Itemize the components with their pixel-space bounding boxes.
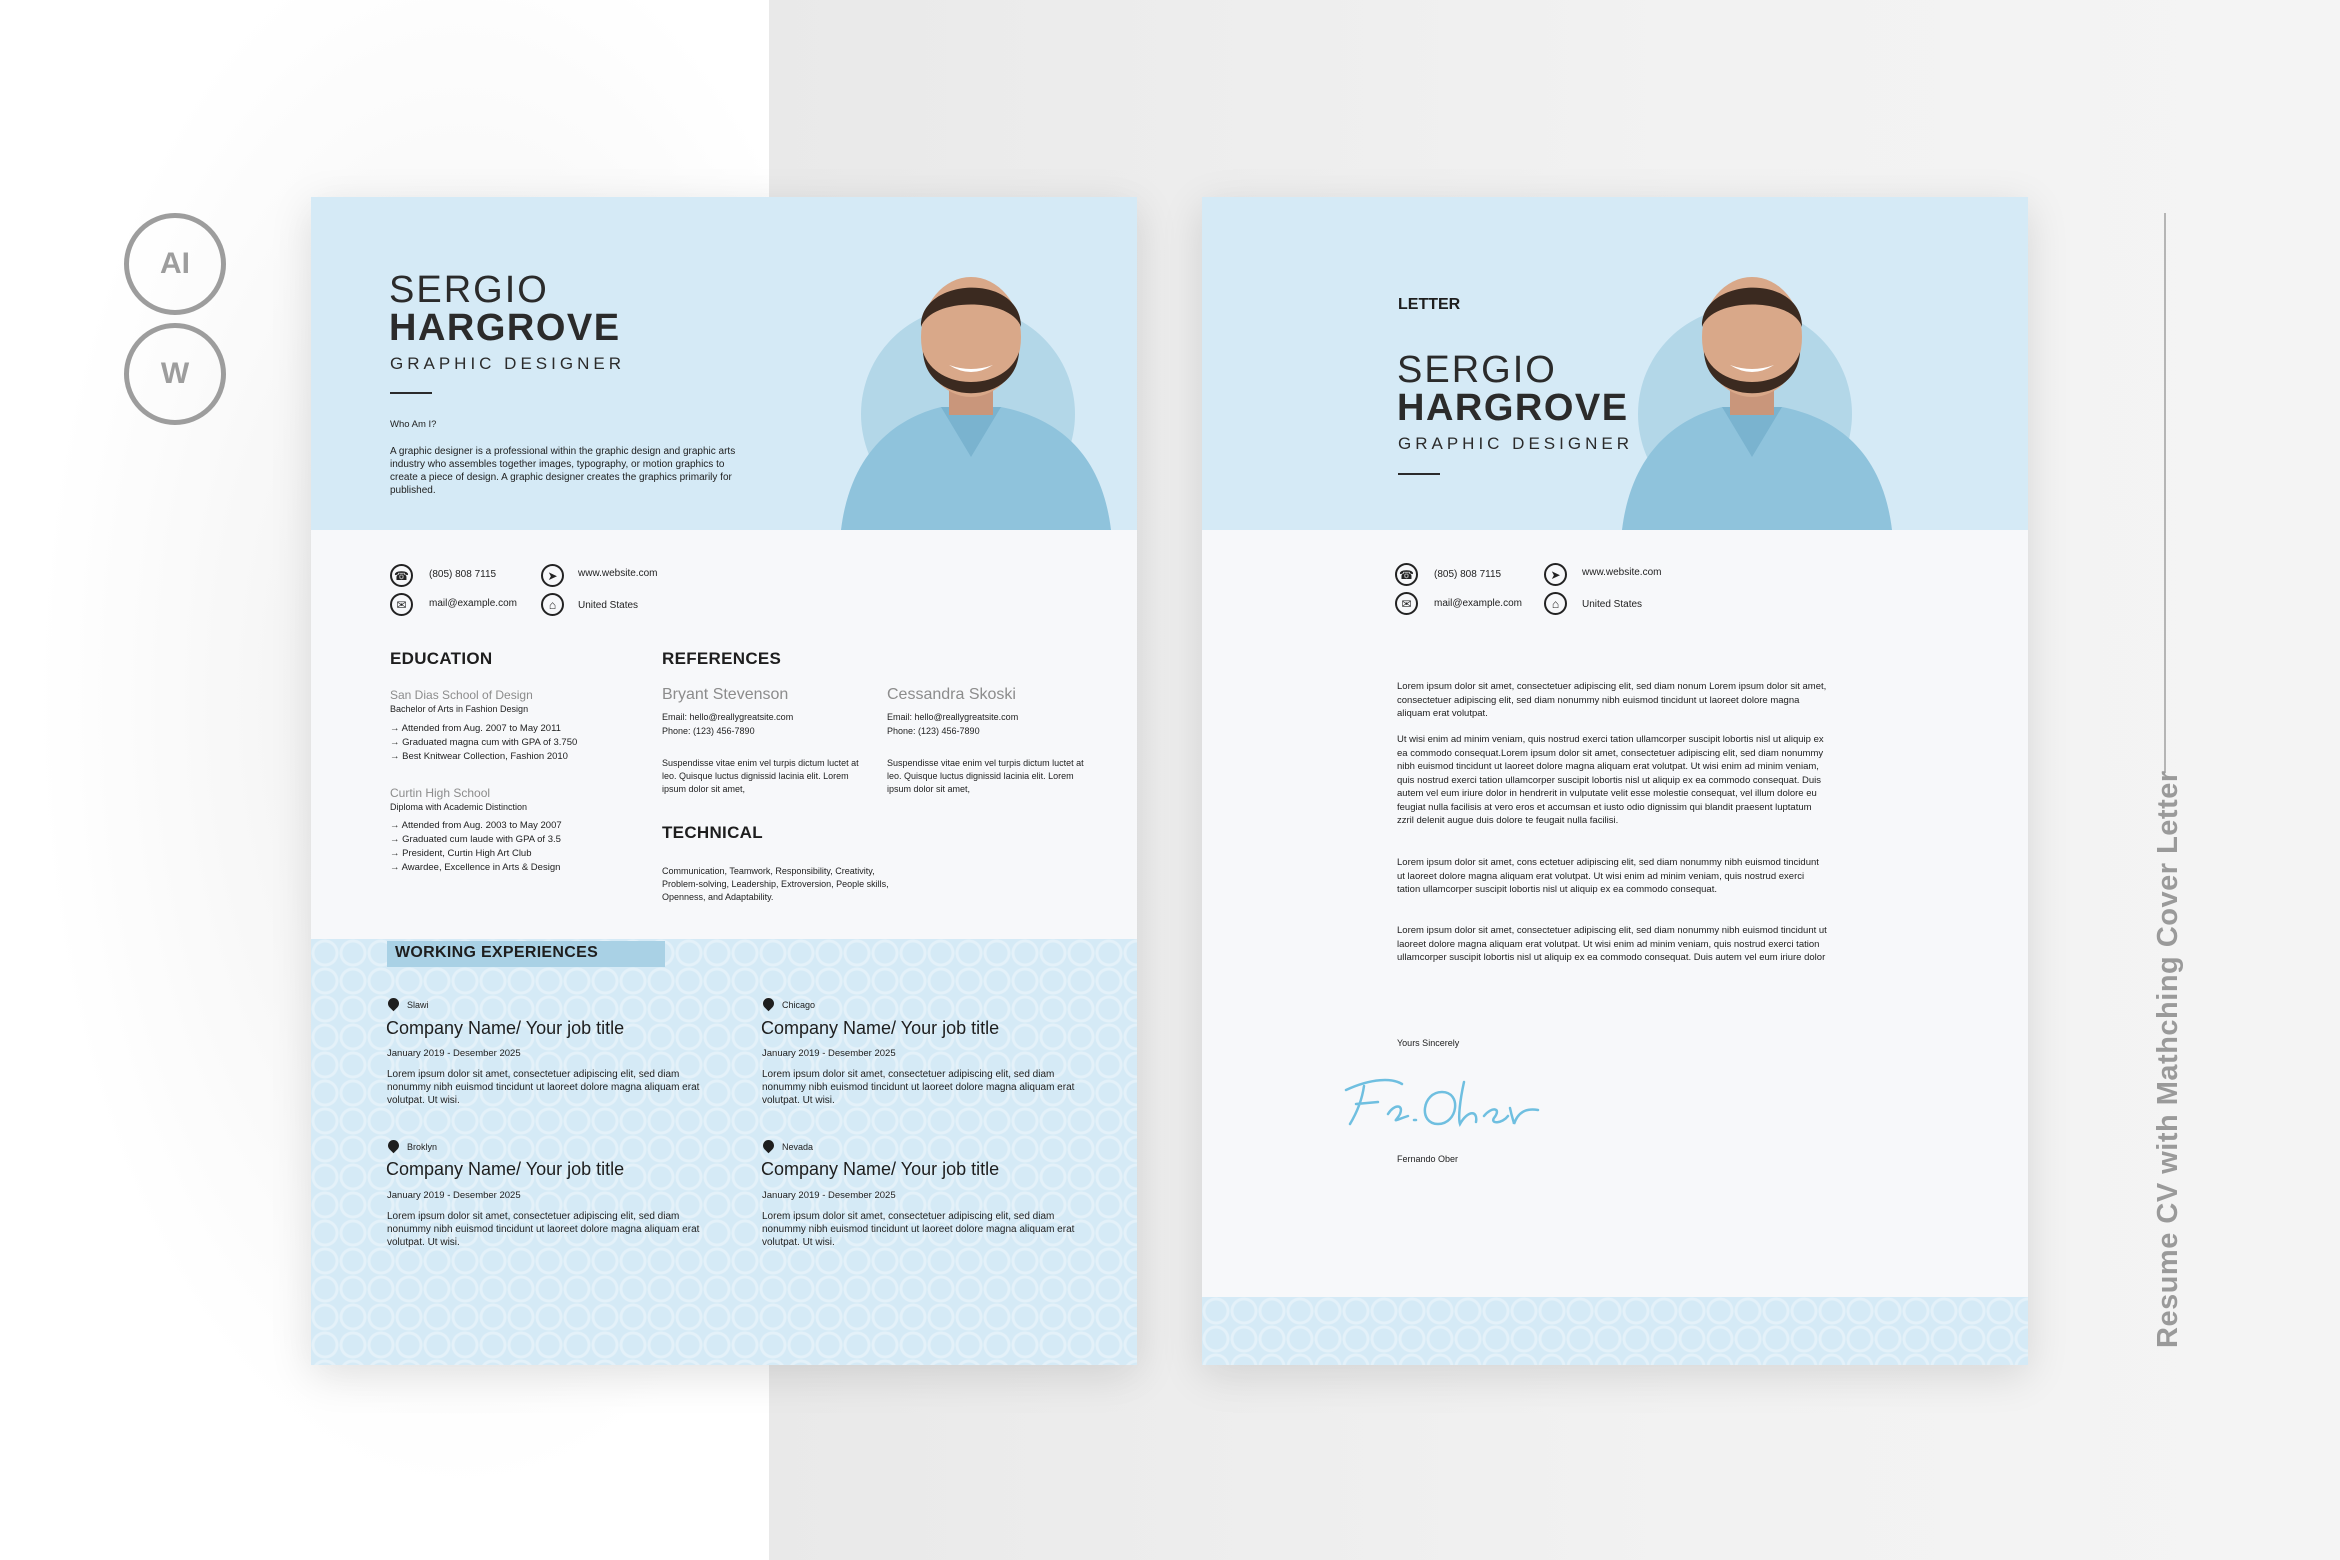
website-icon: ➤: [1544, 563, 1567, 586]
signer-name: Fernando Ober: [1397, 1154, 1459, 1164]
reference-text: Suspendisse vitae enim vel turpis dictum luctet at leo. Quisque luctus dignissid lacinia elit. Lorem ipsum dolor sit amet,: [887, 758, 1084, 794]
experience-band: [311, 939, 1137, 1365]
technical-heading: TECHNICAL: [662, 823, 763, 842]
school-degree: Diploma with Academic Distinction: [390, 802, 528, 812]
location-text: United States: [1582, 599, 1643, 610]
letter-paragraph: Lorem ipsum dolor sit amet, consectetuer adipiscing elit, sed diam nonummy nibh euismod tincidunt ut laoreet dolore magna aliquam erat volutpat. Ut wisi enim ad minim veniam, quis nostrud exerci tation ullamcorper suscipit lobortis nisl ut aliquip ex ea commodo consequat. Duis autem vel eum iriure dolor: [1397, 925, 1827, 963]
job-description: Lorem ipsum dolor sit amet, consectetuer adipiscing elit, sed diam nonummy nibh euismod tincidunt ut laoreet dolore magna aliquam erat volutpat. Ut wisi.: [387, 1069, 700, 1106]
title-divider: [1398, 473, 1440, 475]
job-title: Company Name/ Your job title: [761, 1159, 1000, 1179]
reference-phone: Phone: (123) 456-7890: [662, 726, 755, 736]
title-divider: [390, 392, 432, 394]
reference-name: Cessandra Skoski: [887, 686, 1016, 703]
letter-paragraph: Lorem ipsum dolor sit amet, consectetuer adipiscing elit, sed diam nonum Lorem ipsum dolor sit amet, consectetuer adipiscing elit, sed diam nonummy nibh euismod tincidunt ut laoreet dolore magna aliquam erat volutpat.: [1397, 681, 1827, 719]
word-format-badge: W: [124, 323, 226, 425]
job-description: Lorem ipsum dolor sit amet, consectetuer adipiscing elit, sed diam nonummy nibh euismod tincidunt ut laoreet dolore magna aliquam erat volutpat. Ut wisi.: [762, 1069, 1075, 1106]
job-location: Chicago: [782, 1000, 816, 1010]
website-text[interactable]: www.website.com: [578, 568, 658, 579]
phone-text[interactable]: (805) 808 7115: [429, 569, 497, 580]
letter-paragraph: Ut wisi enim ad minim veniam, quis nostrud exerci tation ullamcorper suscipit lobortis nisl ut aliquip ex ea commodo consequat.Lorem ipsum dolor sit amet, consectetuer adipiscing elit, sed diam nonummy nibh euismod tincidunt ut laoreet dolore magna aliquam erat volutpat. Ut wisi enim ad minim veniam, quis nostrud exerci tation ullamcorper suscipit lobortis nisl ut aliquip ex ea commodo consequat. Duis autem vel eum iriure dolor in hendrerit in vulputate velit esse molestie consequat, vel illum dolore eu feugiat nulla facilisis at vero eros et accumsan et iusto odio dignissim qui blandit praesent luptatum zzril delenit augue duis dolore te feugait nulla facilisi.: [1397, 734, 1824, 826]
phone-icon: ☎: [1395, 563, 1418, 586]
email-icon: ✉: [1395, 592, 1418, 615]
job-dates: January 2019 - Desember 2025: [762, 1048, 896, 1059]
portrait-illustration: [1602, 257, 1902, 530]
letter-label: LETTER: [1398, 296, 1461, 313]
location-text: United States: [578, 600, 639, 611]
job-dates: January 2019 - Desember 2025: [387, 1048, 521, 1059]
job-description: Lorem ipsum dolor sit amet, consectetuer adipiscing elit, sed diam nonummy nibh euismod tincidunt ut laoreet dolore magna aliquam erat volutpat. Ut wisi.: [762, 1211, 1075, 1248]
profile-photo: [1602, 257, 1902, 530]
school-detail: → Attended from Aug. 2003 to May 2007: [390, 820, 562, 831]
signature-drawing: [1342, 1070, 1552, 1130]
profile-photo: [831, 257, 1121, 530]
job-dates: January 2019 - Desember 2025: [762, 1190, 896, 1201]
reference-email[interactable]: Email: hello@reallygreatsite.com: [887, 712, 1019, 722]
job-title: Company Name/ Your job title: [761, 1018, 1000, 1038]
school-detail: → Awardee, Excellence in Arts & Design: [390, 862, 561, 873]
job-title: Company Name/ Your job title: [386, 1159, 625, 1179]
resume-page: [311, 197, 1137, 1365]
email-text[interactable]: mail@example.com: [1434, 598, 1522, 609]
home-icon: ⌂: [541, 593, 564, 616]
letter-paragraph: Lorem ipsum dolor sit amet, cons ectetuer adipiscing elit, sed diam nonummy nibh euismod tincidunt ut laoreet dolore magna aliquam erat volutpat. Ut wisi enim ad minim veniam, quis nostrud exerci tation ullamcorper suscipit lobortis nisl ut aliquip ex ea commodo consequat.: [1397, 857, 1819, 895]
website-text[interactable]: www.website.com: [1582, 567, 1662, 578]
job-description: Lorem ipsum dolor sit amet, consectetuer adipiscing elit, sed diam nonummy nibh euismod tincidunt ut laoreet dolore magna aliquam erat volutpat. Ut wisi.: [387, 1211, 700, 1248]
last-name: HARGROVE: [389, 307, 621, 349]
side-divider: [2164, 213, 2166, 773]
job-role: GRAPHIC DESIGNER: [390, 354, 625, 373]
job-dates: January 2019 - Desember 2025: [387, 1190, 521, 1201]
ai-format-badge: AI: [124, 213, 226, 315]
closing-text: Yours Sincerely: [1397, 1038, 1460, 1048]
about-text: A graphic designer is a professional within the graphic design and graphic arts industry who assembles together images, typography, or motion graphics to create a piece of design. A graphic designer creates the graphics primarily for published.: [390, 446, 736, 496]
school-detail: → Graduated cum laude with GPA of 3.5: [390, 834, 561, 845]
portrait-illustration: [831, 257, 1121, 530]
last-name: HARGROVE: [1397, 387, 1629, 429]
experience-heading: WORKING EXPERIENCES: [387, 941, 665, 967]
side-title: Resume CV with Mathching Cover Letter: [2152, 770, 2184, 1348]
school-detail: → President, Curtin High Art Club: [390, 848, 532, 859]
school-degree: Bachelor of Arts in Fashion Design: [390, 704, 529, 714]
reference-name: Bryant Stevenson: [662, 686, 789, 703]
home-icon: ⌂: [1544, 592, 1567, 615]
first-name: SERGIO: [389, 269, 549, 311]
job-location: Nevada: [782, 1142, 814, 1152]
signature: [1342, 1070, 1552, 1135]
email-text[interactable]: mail@example.com: [429, 598, 517, 609]
phone-text[interactable]: (805) 808 7115: [1434, 569, 1502, 580]
letter-page: [1202, 197, 2028, 1365]
first-name: SERGIO: [1397, 349, 1557, 391]
job-role: GRAPHIC DESIGNER: [1398, 434, 1633, 453]
footer-band: [1202, 1297, 2028, 1365]
phone-icon: ☎: [390, 564, 413, 587]
school-detail: → Best Knitwear Collection, Fashion 2010: [390, 751, 568, 762]
school-name: Curtin High School: [390, 786, 491, 800]
reference-phone: Phone: (123) 456-7890: [887, 726, 980, 736]
school-details: [390, 819, 562, 875]
job-location: Slawi: [407, 1000, 429, 1010]
school-details: [390, 722, 577, 764]
reference-text: Suspendisse vitae enim vel turpis dictum luctet at leo. Quisque luctus dignissid lacinia elit. Lorem ipsum dolor sit amet,: [662, 758, 859, 794]
website-icon: ➤: [541, 564, 564, 587]
education-heading: EDUCATION: [390, 649, 493, 668]
reference-email[interactable]: Email: hello@reallygreatsite.com: [662, 712, 794, 722]
job-location: Broklyn: [407, 1142, 438, 1152]
references-heading: REFERENCES: [662, 649, 782, 668]
technical-text: Communication, Teamwork, Responsibility, Creativity, Problem-solving, Leadership, Extroversion, People skills, Openness, and Adaptability.: [662, 866, 889, 902]
about-heading: Who Am I?: [390, 419, 437, 430]
job-title: Company Name/ Your job title: [386, 1018, 625, 1038]
email-icon: ✉: [390, 593, 413, 616]
school-detail: → Graduated magna cum with GPA of 3.750: [390, 737, 578, 748]
school-detail: → Attended from Aug. 2007 to May 2011: [390, 723, 561, 734]
school-name: San Dias School of Design: [390, 688, 533, 702]
